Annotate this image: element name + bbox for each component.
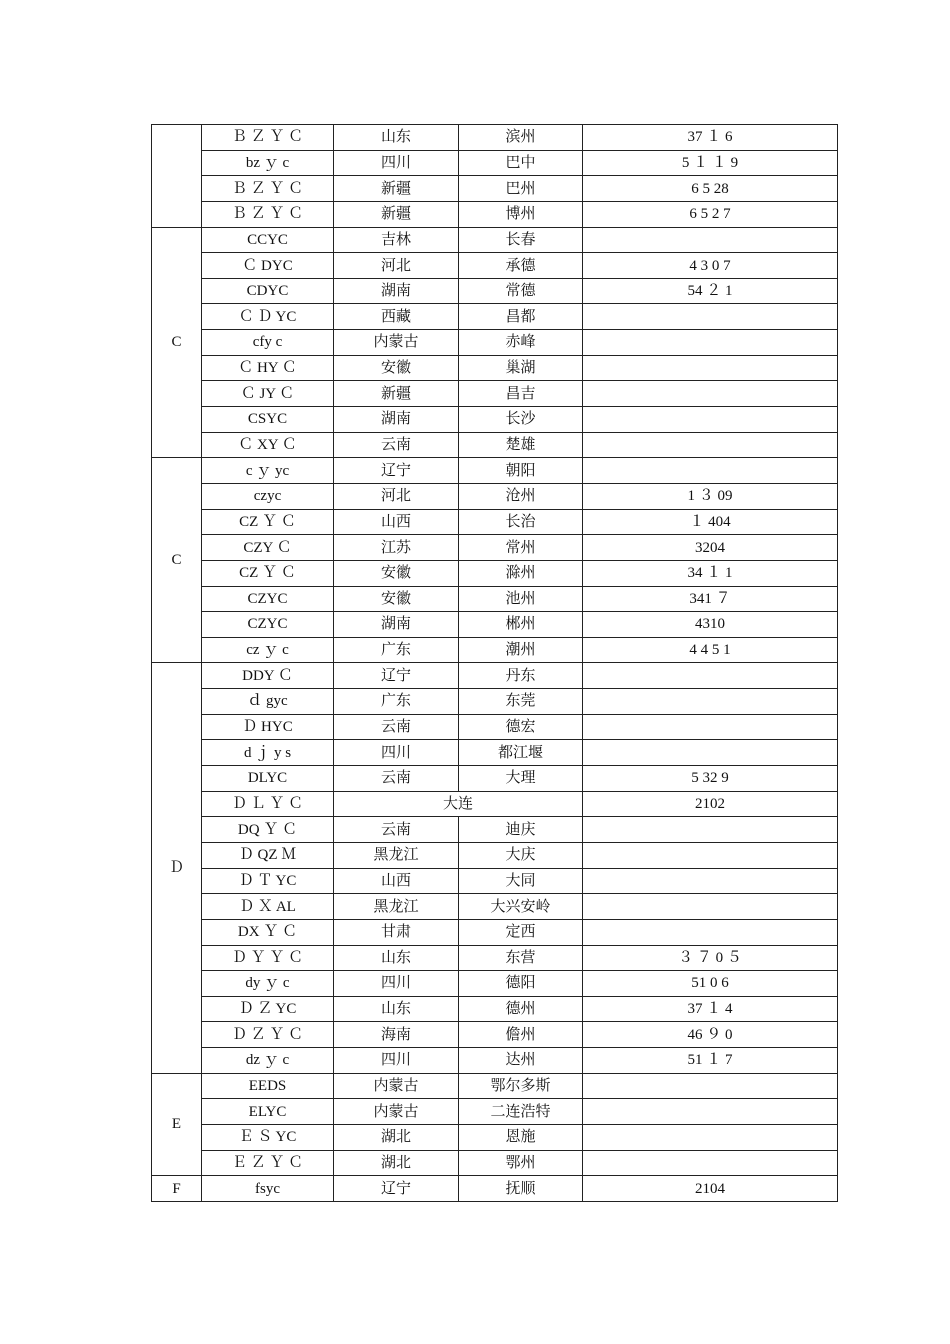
province-cell: 四川 [334,971,459,997]
group-letter-cell [152,125,202,228]
city-cell: 东营 [459,945,583,971]
table-row [152,458,838,484]
table-row [152,278,838,304]
group-letter-cell: F [152,1176,202,1202]
province-cell: 新疆 [334,381,459,407]
city-cell: 达州 [459,1048,583,1074]
code-cell: Ｃ HY Ｃ [202,355,334,381]
province-cell: 湖南 [334,407,459,433]
code-cell: Ｄ QZ Ｍ [202,842,334,868]
province-cell: 四川 [334,740,459,766]
number-cell: 4 3 0 7 [583,253,838,279]
code-cell: CZY Ｃ [202,535,334,561]
table-row [152,766,838,792]
code-cell: CCYC [202,227,334,253]
province-cell: 安徽 [334,355,459,381]
number-cell [583,740,838,766]
city-cell: 二连浩特 [459,1099,583,1125]
table-row [152,253,838,279]
province-cell: 湖北 [334,1150,459,1176]
city-cell: 鄂州 [459,1150,583,1176]
group-letter-cell: Ｄ [152,663,202,1073]
code-cell: czyc [202,483,334,509]
number-cell: 6 5 28 [583,176,838,202]
province-cell: 山东 [334,125,459,151]
number-cell [583,407,838,433]
table-row [152,817,838,843]
city-cell: 巴州 [459,176,583,202]
table-row [152,586,838,612]
code-cell: fsyc [202,1176,334,1202]
code-cell: Ｄ Ｚ YC [202,996,334,1022]
merged-location-cell: 大连 [334,791,583,817]
table-row [152,1150,838,1176]
province-cell: 云南 [334,714,459,740]
province-cell: 安徽 [334,560,459,586]
table-row [152,355,838,381]
table-row [152,483,838,509]
province-cell: 四川 [334,150,459,176]
code-cell: Ｃ DYC [202,253,334,279]
code-cell: Ｃ Ｄ YC [202,304,334,330]
code-cell: ｄ gyc [202,689,334,715]
city-cell: 承德 [459,253,583,279]
table-row [152,1073,838,1099]
table-row [152,945,838,971]
table-row [152,919,838,945]
number-cell: 37 １ 6 [583,125,838,151]
table-row [152,150,838,176]
code-cell: CSYC [202,407,334,433]
number-cell: 1 ３ 09 [583,483,838,509]
province-cell: 山西 [334,868,459,894]
number-cell: 37 １ 4 [583,996,838,1022]
table-row [152,432,838,458]
code-cell: ELYC [202,1099,334,1125]
number-cell: 3204 [583,535,838,561]
table-body [152,125,838,1202]
number-cell [583,842,838,868]
city-cell: 德宏 [459,714,583,740]
code-cell: Ｄ Ｘ AL [202,894,334,920]
table-row [152,509,838,535]
province-cell: 山东 [334,945,459,971]
table-row [152,1176,838,1202]
number-cell: 46 ９ 0 [583,1022,838,1048]
province-cell: 新疆 [334,176,459,202]
table-row [152,330,838,356]
city-cell: 昌都 [459,304,583,330]
code-cell: CZYC [202,612,334,638]
province-cell: 云南 [334,817,459,843]
code-cell: Ｄ Ｚ Ｙ Ｃ [202,1022,334,1048]
table-row [152,560,838,586]
city-cell: 沧州 [459,483,583,509]
number-cell [583,1073,838,1099]
city-cell: 东莞 [459,689,583,715]
table-row [152,304,838,330]
province-cell: 内蒙古 [334,1073,459,1099]
city-cell: 郴州 [459,612,583,638]
code-cell: Ｂ Ｚ Ｙ Ｃ [202,176,334,202]
number-cell: 51 １ 7 [583,1048,838,1074]
number-cell: 5 １ １ 9 [583,150,838,176]
province-cell: 湖北 [334,1124,459,1150]
city-cell: 滨州 [459,125,583,151]
code-cell: EEDS [202,1073,334,1099]
number-cell [583,432,838,458]
province-cell: 黑龙江 [334,894,459,920]
code-cell: Ｃ XY Ｃ [202,432,334,458]
city-cell: 鄂尔多斯 [459,1073,583,1099]
table-row [152,176,838,202]
table-row [152,612,838,638]
number-cell [583,381,838,407]
table-row [152,894,838,920]
table-row [152,1022,838,1048]
number-cell [583,919,838,945]
city-cell: 大庆 [459,842,583,868]
city-cell: 抚顺 [459,1176,583,1202]
province-cell: 新疆 [334,201,459,227]
code-cell: Ｄ Ｔ YC [202,868,334,894]
number-cell: 54 ２ 1 [583,278,838,304]
city-cell: 德阳 [459,971,583,997]
city-cell: 楚雄 [459,432,583,458]
table-row [152,971,838,997]
city-cell: 长治 [459,509,583,535]
code-cell: CDYC [202,278,334,304]
province-cell: 内蒙古 [334,1099,459,1125]
number-cell [583,1150,838,1176]
city-cell: 常德 [459,278,583,304]
table-row [152,381,838,407]
city-cell: 儋州 [459,1022,583,1048]
city-cell: 长春 [459,227,583,253]
province-cell: 辽宁 [334,1176,459,1202]
province-cell: 江苏 [334,535,459,561]
number-cell [583,304,838,330]
number-cell [583,1124,838,1150]
group-letter-cell: C [152,458,202,663]
province-cell: 河北 [334,483,459,509]
city-cell: 潮州 [459,637,583,663]
number-cell: ３ ７ 0 ５ [583,945,838,971]
number-cell: 5 32 9 [583,766,838,792]
city-cell: 大理 [459,766,583,792]
number-cell [583,227,838,253]
code-cell: Ｃ JY Ｃ [202,381,334,407]
code-cell: Ｂ Ｚ Ｙ Ｃ [202,125,334,151]
number-cell: 4310 [583,612,838,638]
code-cell: dy ｙ c [202,971,334,997]
code-cell: DQ Ｙ Ｃ [202,817,334,843]
city-cell: 朝阳 [459,458,583,484]
group-letter-cell: C [152,227,202,458]
province-cell: 内蒙古 [334,330,459,356]
table-row [152,842,838,868]
code-cell: Ｄ HYC [202,714,334,740]
number-cell [583,663,838,689]
table-row [152,1048,838,1074]
table-row [152,227,838,253]
city-code-table [151,124,838,1202]
group-letter-cell: E [152,1073,202,1176]
province-cell: 湖南 [334,612,459,638]
table-row [152,868,838,894]
code-cell: Ｄ Ｌ Ｙ Ｃ [202,791,334,817]
city-cell: 长沙 [459,407,583,433]
number-cell: 51 0 6 [583,971,838,997]
city-cell: 滁州 [459,560,583,586]
province-cell: 广东 [334,689,459,715]
number-cell: 2104 [583,1176,838,1202]
number-cell: 6 5 2 7 [583,201,838,227]
number-cell [583,458,838,484]
city-cell: 定西 [459,919,583,945]
code-cell: CZ Ｙ Ｃ [202,560,334,586]
code-cell: CZYC [202,586,334,612]
city-cell: 丹东 [459,663,583,689]
city-cell: 恩施 [459,1124,583,1150]
number-cell [583,355,838,381]
table-row [152,791,838,817]
province-cell: 西藏 [334,304,459,330]
city-cell: 大同 [459,868,583,894]
province-cell: 云南 [334,766,459,792]
province-cell: 吉林 [334,227,459,253]
number-cell [583,868,838,894]
code-cell: dz ｙ c [202,1048,334,1074]
city-cell: 大兴安岭 [459,894,583,920]
code-cell: d ｊ y s [202,740,334,766]
number-cell: １ 404 [583,509,838,535]
code-cell: Ｂ Ｚ Ｙ Ｃ [202,201,334,227]
table-row [152,1099,838,1125]
province-cell: 四川 [334,1048,459,1074]
number-cell [583,330,838,356]
city-cell: 巴中 [459,150,583,176]
city-cell: 博州 [459,201,583,227]
number-cell [583,817,838,843]
number-cell [583,689,838,715]
table-row [152,535,838,561]
code-cell: cfy c [202,330,334,356]
table-row [152,201,838,227]
city-cell: 都江堰 [459,740,583,766]
province-cell: 云南 [334,432,459,458]
province-cell: 辽宁 [334,458,459,484]
table-row [152,407,838,433]
city-cell: 池州 [459,586,583,612]
province-cell: 辽宁 [334,663,459,689]
province-cell: 海南 [334,1022,459,1048]
province-cell: 山东 [334,996,459,1022]
city-cell: 迪庆 [459,817,583,843]
number-cell: 2102 [583,791,838,817]
code-cell: DX Ｙ Ｃ [202,919,334,945]
table-row [152,714,838,740]
code-cell: Ｅ Ｚ Ｙ Ｃ [202,1150,334,1176]
number-cell: 341 ７ [583,586,838,612]
code-cell: c ｙ yc [202,458,334,484]
table-row [152,689,838,715]
code-cell: bz ｙ c [202,150,334,176]
province-cell: 河北 [334,253,459,279]
province-cell: 安徽 [334,586,459,612]
code-cell: Ｅ Ｓ YC [202,1124,334,1150]
code-cell: cz ｙ c [202,637,334,663]
province-cell: 黑龙江 [334,842,459,868]
table-row [152,1124,838,1150]
table-row [152,740,838,766]
city-cell: 巢湖 [459,355,583,381]
province-cell: 湖南 [334,278,459,304]
number-cell: 4 4 5 1 [583,637,838,663]
code-cell: CZ Ｙ Ｃ [202,509,334,535]
code-cell: DLYC [202,766,334,792]
city-cell: 昌吉 [459,381,583,407]
number-cell: 34 １ 1 [583,560,838,586]
code-cell: Ｄ Ｙ Ｙ Ｃ [202,945,334,971]
number-cell [583,714,838,740]
city-cell: 赤峰 [459,330,583,356]
number-cell [583,894,838,920]
province-cell: 山西 [334,509,459,535]
province-cell: 甘肃 [334,919,459,945]
city-cell: 德州 [459,996,583,1022]
table-row [152,125,838,151]
table-row [152,637,838,663]
table-row [152,996,838,1022]
code-cell: DDY Ｃ [202,663,334,689]
table-row [152,663,838,689]
city-cell: 常州 [459,535,583,561]
number-cell [583,1099,838,1125]
province-cell: 广东 [334,637,459,663]
